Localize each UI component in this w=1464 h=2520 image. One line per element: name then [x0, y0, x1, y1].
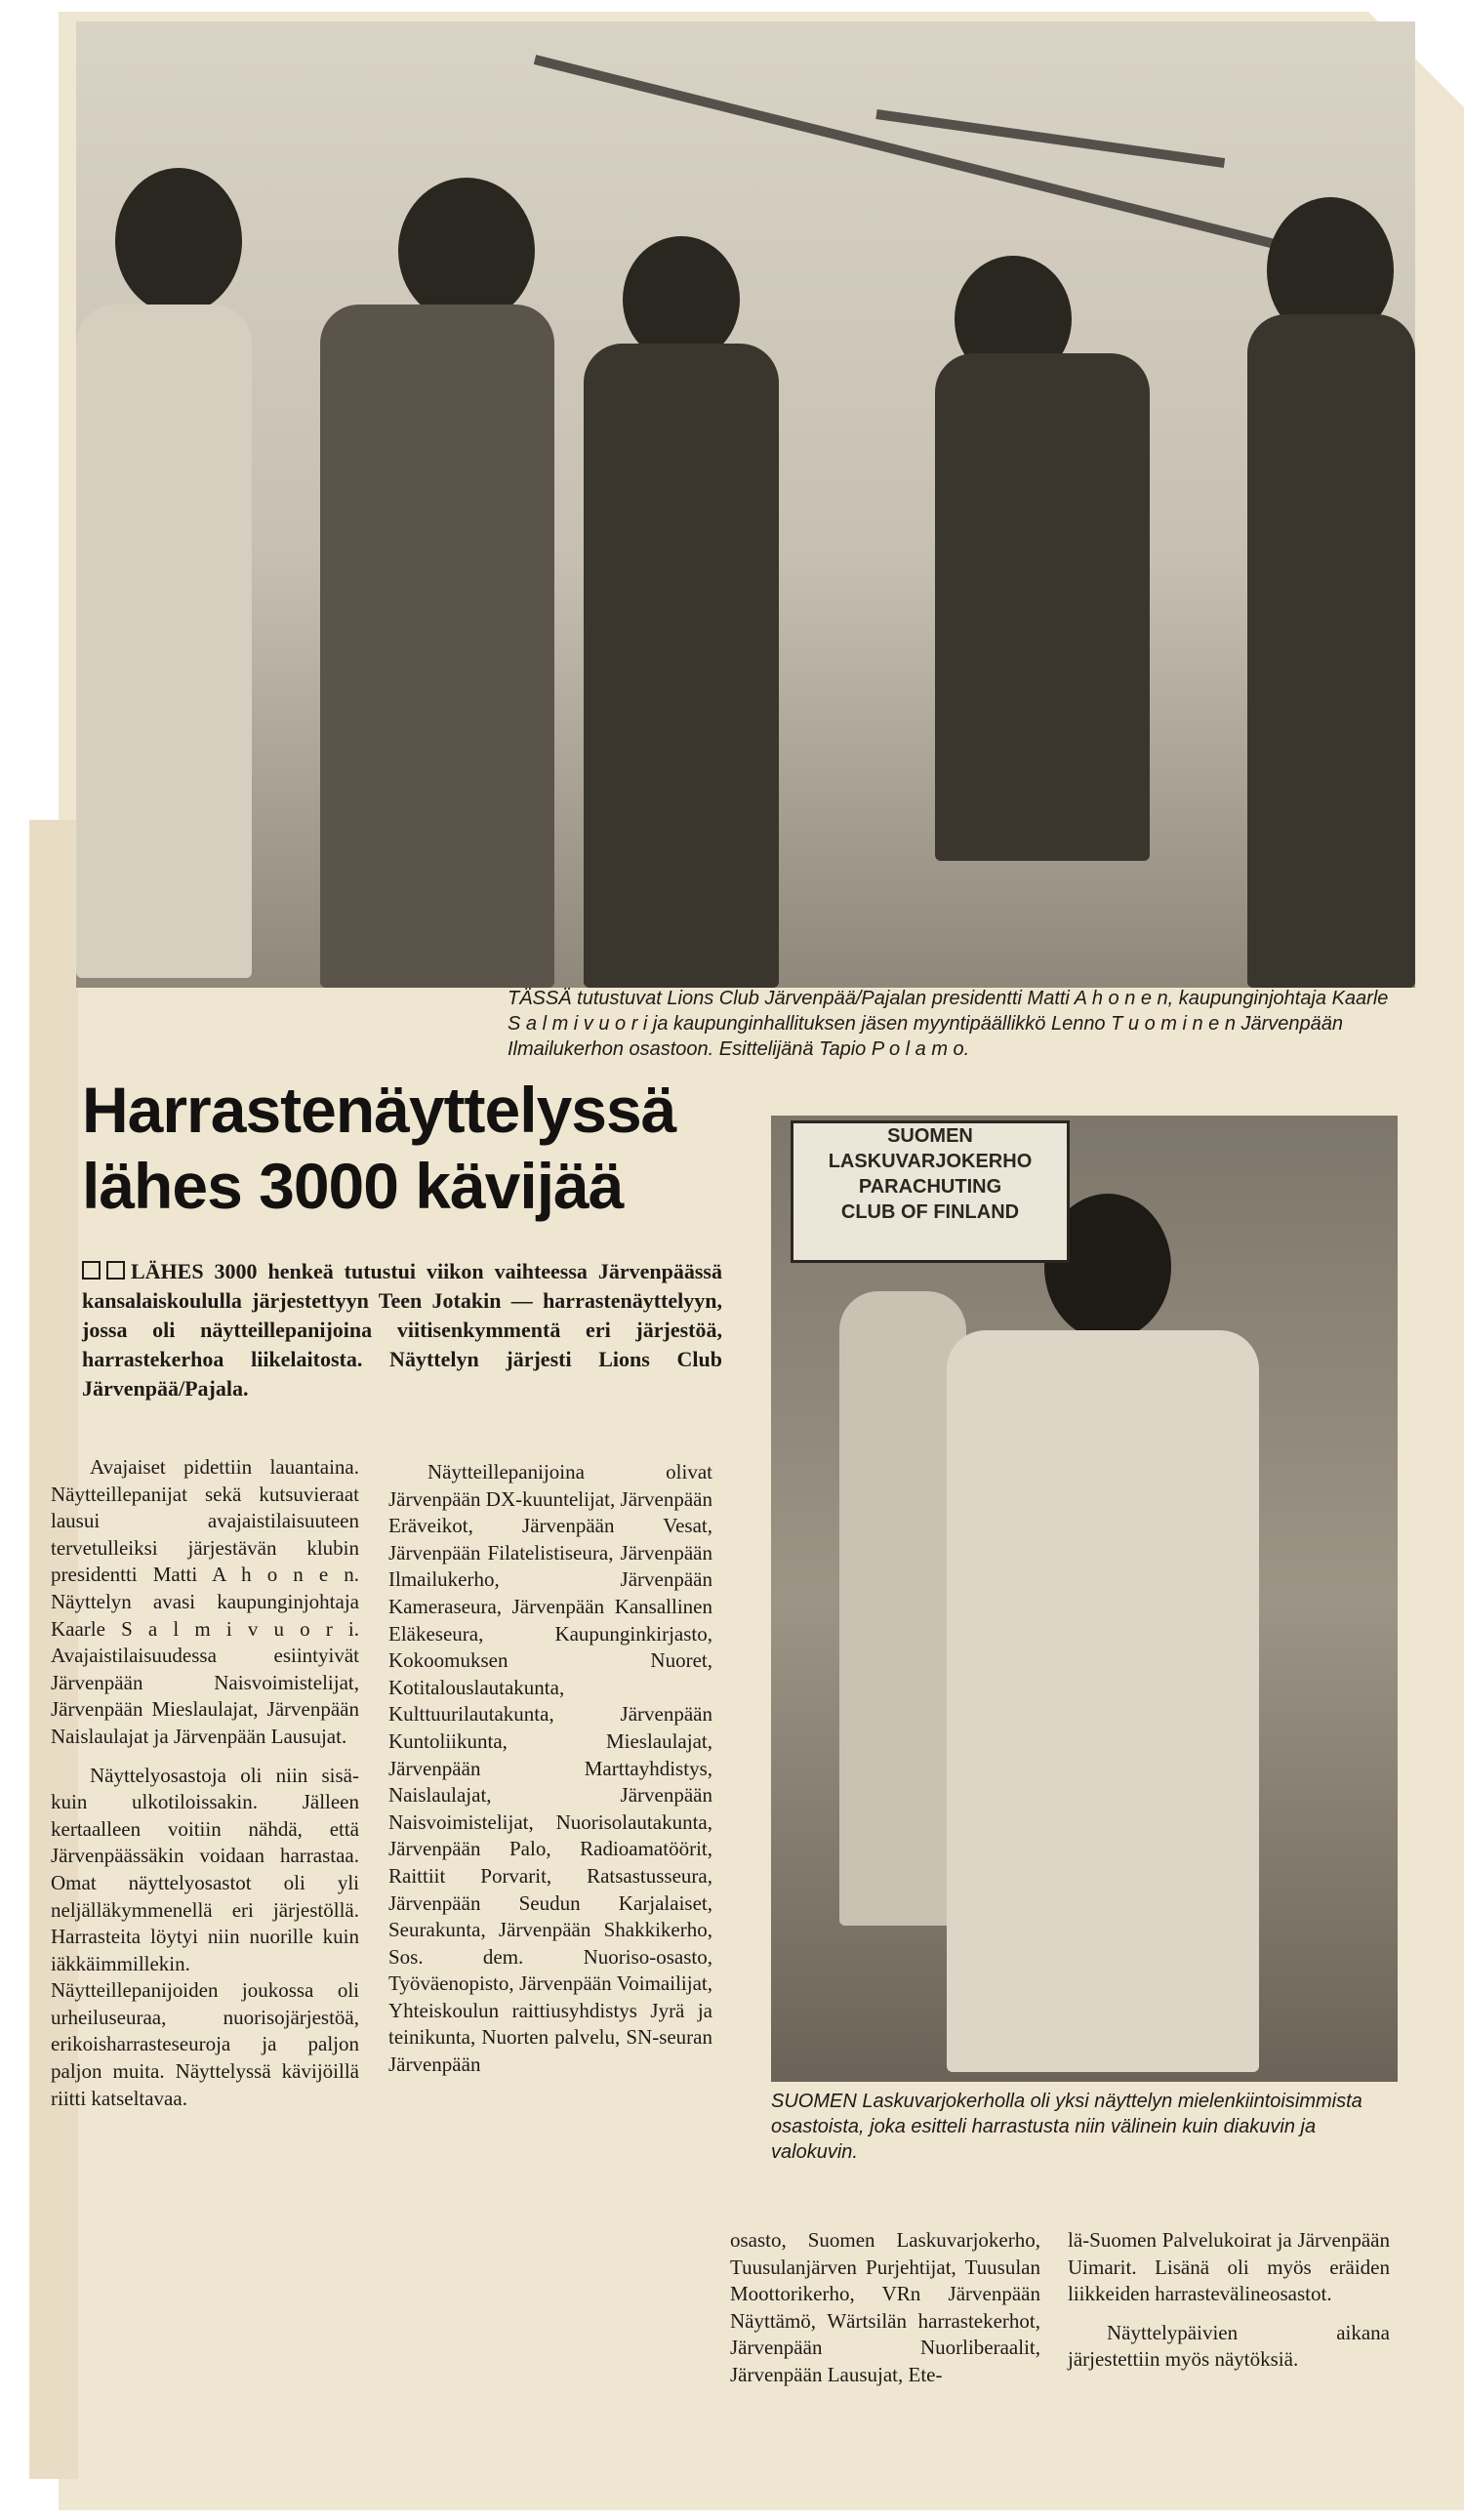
lede-text: LÄHES 3000 henkeä tutustui viikon vaihteessa Järvenpäässä kansalaiskoululla järjestettyyn Teen Jotakin — harrastenäyttelyyn, jossa oli näytteillepanijoina viitisenkymmentä eri järjestöä, harrastekerhoa liikelaitosta. Näyttelyn järjesti Lions Club Järvenpää/Pajala. — [82, 1259, 722, 1401]
person-president — [584, 344, 779, 988]
paragraph: lä-Suomen Palvelukoirat ja Järvenpään Uimarit. Lisänä oli myös eräiden liikkeiden harrastevälineosastot. — [1068, 2228, 1390, 2306]
box-marker — [82, 1261, 101, 1280]
sign-line: LASKUVARJOKERHO — [828, 1151, 1033, 1172]
person-right — [1247, 314, 1415, 988]
article-column-2 — [388, 1459, 712, 2091]
paragraph: osasto, Suomen Laskuvarjokerho, Tuusulanjärven Purjehtijat, Tuusulan Moottorikerho, VRn Järvenpään Näyttämö, Wärtsilän harrastekerhot, Järvenpään Nuorliberaalit, Järvenpään Lausujat, Ete- — [730, 2228, 1040, 2386]
paragraph: Näyttelyosastoja oli niin sisä- kuin ulkotiloissakin. Jälleen kertaalleen voitiin nähdä, että Järvenpäässäkin voidaan harrastaa. Omat näyttelyosastot oli yli neljälläkymmenellä eri järjestöllä. Harrasteita löytyi niin nuorille kuin iäkkäimmillekin. Näytteillepanijoiden joukossa oli urheiluseuraa, nuorisojärjestöä, erikoisharrasteseuroja ja paljon paljon muita. Näyttelyssä kävijöillä riitti katseltavaa. — [51, 1763, 359, 2110]
person-head — [115, 168, 242, 314]
paragraph: Näytteillepanijoina olivat Järvenpään DX-kuuntelijat, Järvenpään Eräveikot, Järvenpään Vesat, Järvenpään Filatelistiseura, Järvenpään Ilmailukerho, Järvenpään Kameraseura, Järvenpään Kansallinen Eläkeseura, Kaupunginkirjasto, Kokoomuksen Nuoret, Kotitalouslautakunta, Kulttuurilautakunta, Järvenpään Kuntoliikunta, Mieslaulajat, Järvenpään Marttayhdistys, Naislaulajat, Järvenpään Naisvoimistelijat, Nuorisolautakunta, Järvenpään Palo, Radioamatöörit, Raittiit Porvarit, Ratsastusseura, Järvenpään Seudun Karjalaiset, Seurakunta, Järvenpään Shakkikerho, Sos. dem. Nuoriso-osasto, Työväenopisto, Järvenpään Voimailijat, Yhteiskoulun raittiusyhdistys Jyrä ja teinikunta, Nuorten palvelu, SN-seuran Järvenpään — [388, 1460, 712, 2077]
box-marker — [106, 1261, 125, 1280]
sign-line: PARACHUTING — [858, 1176, 1002, 1198]
person-mayor — [320, 305, 554, 988]
sign-line: SUOMEN — [887, 1125, 973, 1147]
lede-paragraph — [82, 1257, 722, 1403]
sign-line: CLUB OF FINLAND — [840, 1201, 1020, 1223]
headline: Harrastenäyttelyssä lähes 3000 kävijää — [82, 1074, 676, 1222]
article-column-1 — [51, 1454, 359, 2124]
photo-caption-right: SUOMEN Laskuvarjokerholla oli yksi näyttelyn mielenkiintoisimmista osastoista, joka esitteli harrastusta niin välinein kuin diakuvin ja valokuvin. — [771, 2091, 1362, 2163]
person-head — [398, 178, 535, 324]
photo-exhibition-visitors — [76, 21, 1415, 988]
article-column-3 — [730, 2227, 1040, 2401]
person-left — [76, 305, 252, 978]
photo-caption-top: TÄSSÄ tutustuvat Lions Club Järvenpää/Pajalan presidentti Matti A h o n e n, kaupunginjohtaja Kaarle S a l m i v u o r i ja kaupunginhallituksen jäsen myyntipäällikkö Lenno T u o m i n e n Järvenpään Ilmailukerhon osastoon. Esittelijänä Tapio P o l a m o. — [508, 988, 1389, 1060]
parachutist — [947, 1330, 1259, 2072]
paragraph: Näyttelypäivien aikana järjestettiin myös näytöksiä. — [1068, 2320, 1390, 2372]
parachute-club-sign — [791, 1120, 1070, 1263]
model-glider-wing — [534, 55, 1351, 267]
article-column-4 — [1068, 2227, 1390, 2385]
person-presenter — [935, 353, 1150, 861]
paragraph: Avajaiset pidettiin lauantaina. Näytteillepanijat sekä kutsuvieraat lausui avajaistilaisuuteen tervetulleiksi järjestävän klubin presidentti Matti A h o n e n. Näyttelyn avasi kaupunginjohtaja Kaarle S a l m i v u o r i. Avajaistilaisuudessa esiintyivät Järvenpään Naisvoimistelijat, Järvenpään Mieslaulajat, Järvenpään Naislaulajat ja Järvenpään Lausujat. — [51, 1455, 359, 1748]
